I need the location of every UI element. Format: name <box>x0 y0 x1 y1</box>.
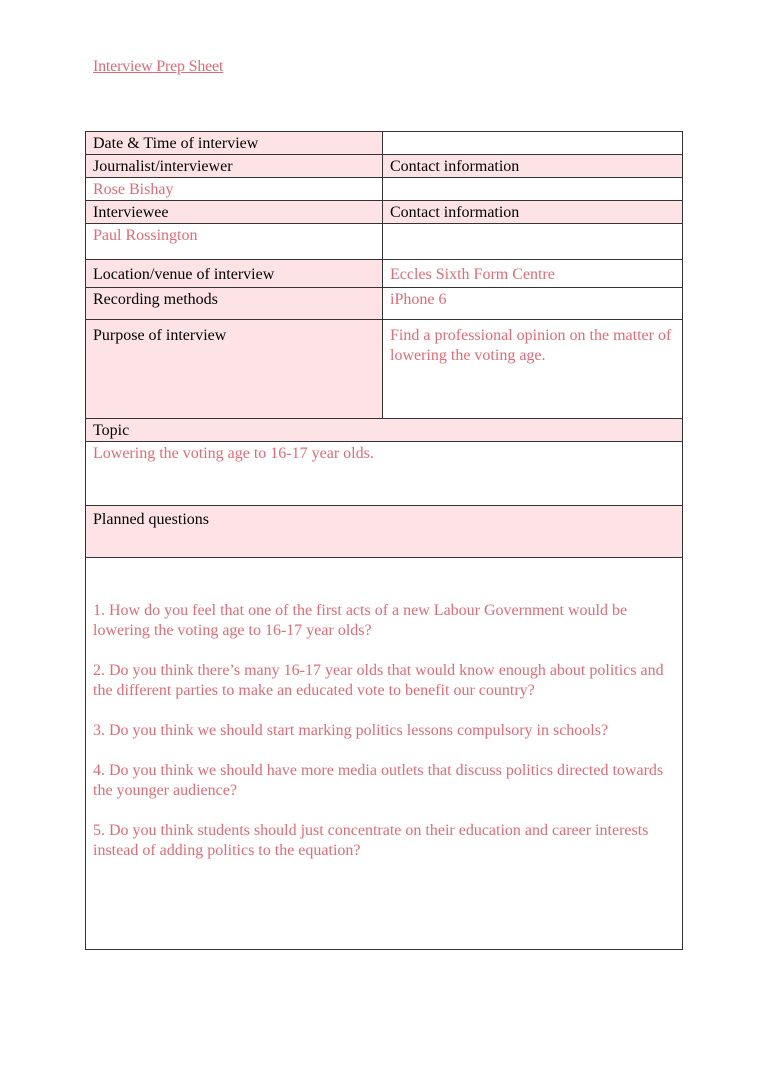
journalist-name[interactable]: Rose Bishay <box>86 178 383 201</box>
datetime-value[interactable] <box>383 132 683 155</box>
interviewee-contact-value[interactable] <box>383 224 683 260</box>
question-item: 5. Do you think students should just concentrate on their education and career interests instead of adding politics to the equation? <box>93 822 649 859</box>
page-title: Interview Prep Sheet <box>93 58 224 75</box>
question-item: 1. How do you feel that one of the first acts of a new Labour Government would be lowering the voting age to 16-17 year olds? <box>93 602 628 639</box>
datetime-label: Date & Time of interview <box>86 132 383 155</box>
recording-label: Recording methods <box>86 288 383 320</box>
topic-value[interactable]: Lowering the voting age to 16-17 year olds. <box>86 442 683 506</box>
interviewee-label: Interviewee <box>86 201 383 224</box>
journalist-contact-value[interactable] <box>383 178 683 201</box>
interviewee-contact-label: Contact information <box>383 201 683 224</box>
topic-label: Topic <box>86 419 683 442</box>
purpose-label: Purpose of interview <box>86 320 383 419</box>
journalist-contact-label: Contact information <box>383 155 683 178</box>
location-value[interactable]: Eccles Sixth Form Centre <box>383 260 683 288</box>
interviewee-name[interactable]: Paul Rossington <box>86 224 383 260</box>
journalist-label: Journalist/interviewer <box>86 155 383 178</box>
planned-questions-label: Planned questions <box>86 506 683 558</box>
purpose-value[interactable]: Find a professional opinion on the matter of lowering the voting age. <box>383 320 683 419</box>
question-item: 4. Do you think we should have more media outlets that discuss politics directed towards the younger audience? <box>93 762 664 799</box>
recording-value[interactable]: iPhone 6 <box>383 288 683 320</box>
interview-prep-table <box>85 131 683 950</box>
planned-questions-list[interactable] <box>86 558 683 950</box>
question-item: 2. Do you think there’s many 16-17 year olds that would know enough about politics and the different parties to make an educated vote to benefit our country? <box>93 662 664 699</box>
question-item: 3. Do you think we should start marking politics lessons compulsory in schools? <box>93 722 609 739</box>
location-label: Location/venue of interview <box>86 260 383 288</box>
